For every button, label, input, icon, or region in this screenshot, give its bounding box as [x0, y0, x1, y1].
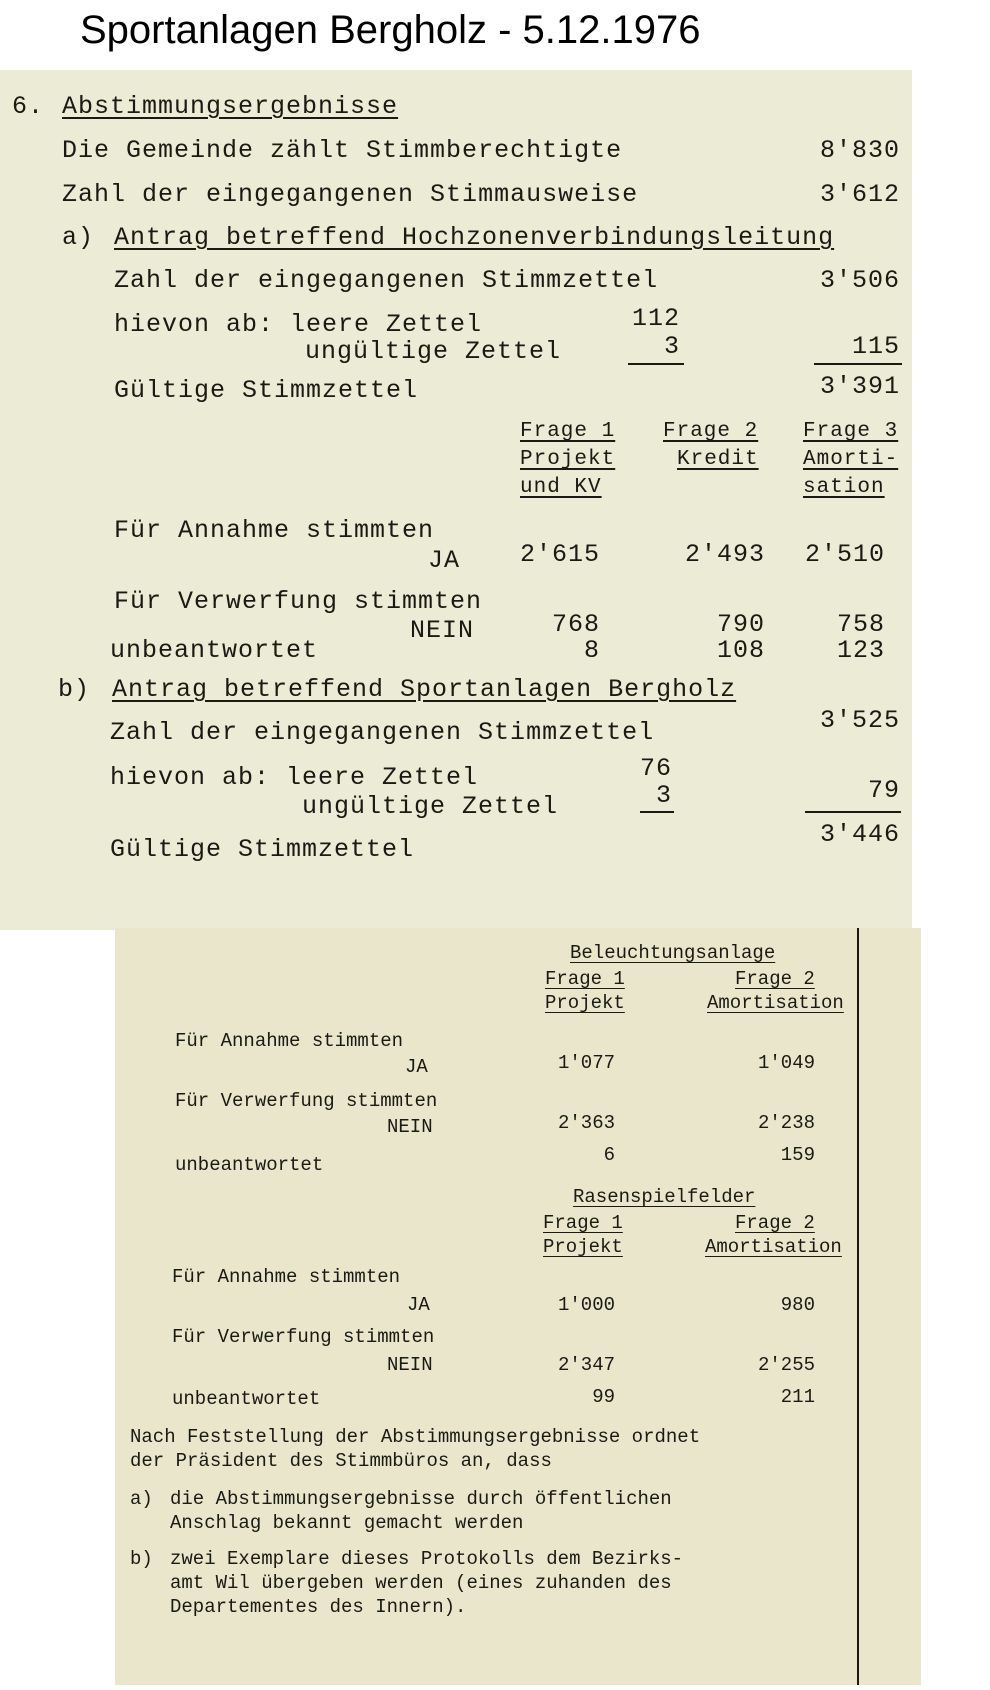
- motion-b-marker: b): [58, 675, 91, 704]
- a-col2-line2: Kredit: [677, 448, 759, 471]
- a-annahme-label: Für Annahme stimmten: [114, 516, 435, 545]
- a-unbeantwortet-value-3: 123: [836, 636, 885, 665]
- beleuchtung-col1-line1: Frage 1: [545, 968, 625, 990]
- rasen-col2-line1: Frage 2: [735, 1212, 815, 1234]
- b-ab-total: 79: [867, 776, 900, 805]
- a-col3-line2: Amorti-: [803, 448, 899, 471]
- a-hievon-label: hievon ab: leere Zettel: [114, 310, 483, 339]
- a-unbeantwortet-value-2: 108: [716, 636, 765, 665]
- beleuchtung-col2-line1: Frage 2: [735, 968, 815, 990]
- closing-line-1: Nach Feststellung der Abstimmungsergebnisse ordnet: [130, 1426, 701, 1448]
- voters-label: Die Gemeinde zählt Stimmberechtigte: [62, 136, 623, 165]
- a-nein-label: NEIN: [410, 616, 475, 645]
- b-hievon-label: hievon ab: leere Zettel: [110, 763, 479, 792]
- a-ja-value-2: 2'493: [684, 540, 765, 569]
- beleuchtung-unbeantwortet-value-1: 6: [603, 1144, 615, 1166]
- margin-line: [857, 928, 859, 1685]
- a-subtotal-rule: [628, 363, 684, 365]
- beleuchtung-unbeantwortet-value-2: 159: [780, 1144, 815, 1166]
- beleuchtung-heading: Beleuchtungsanlage: [570, 942, 776, 964]
- rasen-ja-value-2: 980: [780, 1294, 815, 1316]
- a-col1-line3: und KV: [520, 476, 602, 499]
- rasen-verwerfung-label: Für Verwerfung stimmten: [172, 1326, 435, 1348]
- a-ab-total: 115: [851, 332, 900, 361]
- a-unbeantwortet-value-1: 8: [583, 636, 600, 665]
- a-col3-line3: sation: [803, 476, 885, 499]
- protocol-page-1: [0, 70, 912, 930]
- protocol-page-2: [115, 928, 921, 1685]
- rasen-unbeantwortet-label: unbeantwortet: [172, 1388, 321, 1410]
- voters-value: 8'830: [819, 136, 900, 165]
- a-nein-value-2: 790: [716, 610, 765, 639]
- beleuchtung-ja-label: JA: [405, 1056, 428, 1078]
- item-b-line-1: zwei Exemplare dieses Protokolls dem Bezirks-: [170, 1548, 684, 1570]
- a-ja-value-3: 2'510: [804, 540, 885, 569]
- a-gueltig-value: 3'391: [819, 372, 900, 401]
- b-subtotal-rule: [640, 811, 674, 813]
- a-col1-line1: Frage 1: [520, 420, 616, 443]
- b-zettel-value: 3'525: [819, 706, 900, 735]
- rasen-col1-line2: Projekt: [543, 1236, 623, 1258]
- section-number: 6.: [12, 92, 45, 121]
- a-ja-label: JA: [428, 546, 461, 575]
- motion-a-heading: Antrag betreffend Hochzonenverbindungsleitung: [114, 223, 835, 252]
- b-leere-value: 76: [639, 754, 672, 783]
- a-ungueltig-label: ungültige Zettel: [305, 337, 562, 366]
- rasen-col2-line2: Amortisation: [705, 1236, 842, 1258]
- rasen-col1-line1: Frage 1: [543, 1212, 623, 1234]
- a-total-rule: [814, 363, 902, 365]
- rasen-annahme-label: Für Annahme stimmten: [172, 1266, 401, 1288]
- a-zettel-label: Zahl der eingegangenen Stimmzettel: [114, 266, 659, 295]
- a-ja-value-1: 2'615: [519, 540, 600, 569]
- motion-b-heading: Antrag betreffend Sportanlagen Bergholz: [112, 675, 737, 704]
- item-b-line-3: Departementes des Innern).: [170, 1596, 467, 1618]
- item-a-marker: a): [130, 1488, 153, 1510]
- b-gueltig-label: Gültige Stimmzettel: [110, 835, 415, 864]
- closing-line-2: der Präsident des Stimmbüros an, dass: [130, 1450, 552, 1472]
- b-total-rule: [805, 811, 901, 813]
- beleuchtung-nein-value-2: 2'238: [757, 1112, 815, 1134]
- a-zettel-value: 3'506: [819, 266, 900, 295]
- rasen-unbeantwortet-value-1: 99: [592, 1386, 615, 1408]
- a-unbeantwortet-label: unbeantwortet: [110, 636, 319, 665]
- document-title: Sportanlagen Bergholz - 5.12.1976: [80, 8, 701, 52]
- section-heading: Abstimmungsergebnisse: [62, 92, 399, 121]
- a-gueltig-label: Gültige Stimmzettel: [114, 376, 419, 405]
- beleuchtung-col1-line2: Projekt: [545, 992, 625, 1014]
- b-gueltig-value: 3'446: [819, 820, 900, 849]
- b-zettel-label: Zahl der eingegangenen Stimmzettel: [110, 718, 655, 747]
- a-col3-line1: Frage 3: [803, 420, 899, 443]
- ausweise-label: Zahl der eingegangenen Stimmausweise: [62, 180, 639, 209]
- ausweise-value: 3'612: [819, 180, 900, 209]
- beleuchtung-unbeantwortet-label: unbeantwortet: [175, 1154, 324, 1176]
- item-a-line-2: Anschlag bekannt gemacht werden: [170, 1512, 524, 1534]
- b-ungueltig-label: ungültige Zettel: [302, 792, 559, 821]
- beleuchtung-ja-value-1: 1'077: [557, 1052, 615, 1074]
- b-ungueltig-value: 3: [655, 781, 672, 810]
- rasen-ja-label: JA: [407, 1294, 430, 1316]
- beleuchtung-col2-line2: Amortisation: [707, 992, 844, 1014]
- rasen-nein-value-2: 2'255: [757, 1354, 815, 1376]
- motion-a-marker: a): [62, 223, 95, 252]
- beleuchtung-nein-value-1: 2'363: [557, 1112, 615, 1134]
- beleuchtung-ja-value-2: 1'049: [757, 1052, 815, 1074]
- a-ungueltig-value: 3: [663, 332, 680, 361]
- rasen-heading: Rasenspielfelder: [573, 1186, 756, 1208]
- beleuchtung-annahme-label: Für Annahme stimmten: [175, 1030, 404, 1052]
- rasen-nein-value-1: 2'347: [557, 1354, 615, 1376]
- a-col1-line2: Projekt: [520, 448, 616, 471]
- a-col2-line1: Frage 2: [663, 420, 759, 443]
- beleuchtung-verwerfung-label: Für Verwerfung stimmten: [175, 1090, 438, 1112]
- rasen-ja-value-1: 1'000: [557, 1294, 615, 1316]
- beleuchtung-nein-label: NEIN: [387, 1116, 433, 1138]
- item-a-line-1: die Abstimmungsergebnisse durch öffentlichen: [170, 1488, 672, 1510]
- a-leere-value: 112: [631, 304, 680, 333]
- item-b-line-2: amt Wil übergeben werden (eines zuhanden des: [170, 1572, 672, 1594]
- a-nein-value-1: 768: [551, 610, 600, 639]
- rasen-unbeantwortet-value-2: 211: [780, 1386, 815, 1408]
- a-nein-value-3: 758: [836, 610, 885, 639]
- a-verwerfung-label: Für Verwerfung stimmten: [114, 587, 483, 616]
- rasen-nein-label: NEIN: [387, 1354, 433, 1376]
- item-b-marker: b): [130, 1548, 153, 1570]
